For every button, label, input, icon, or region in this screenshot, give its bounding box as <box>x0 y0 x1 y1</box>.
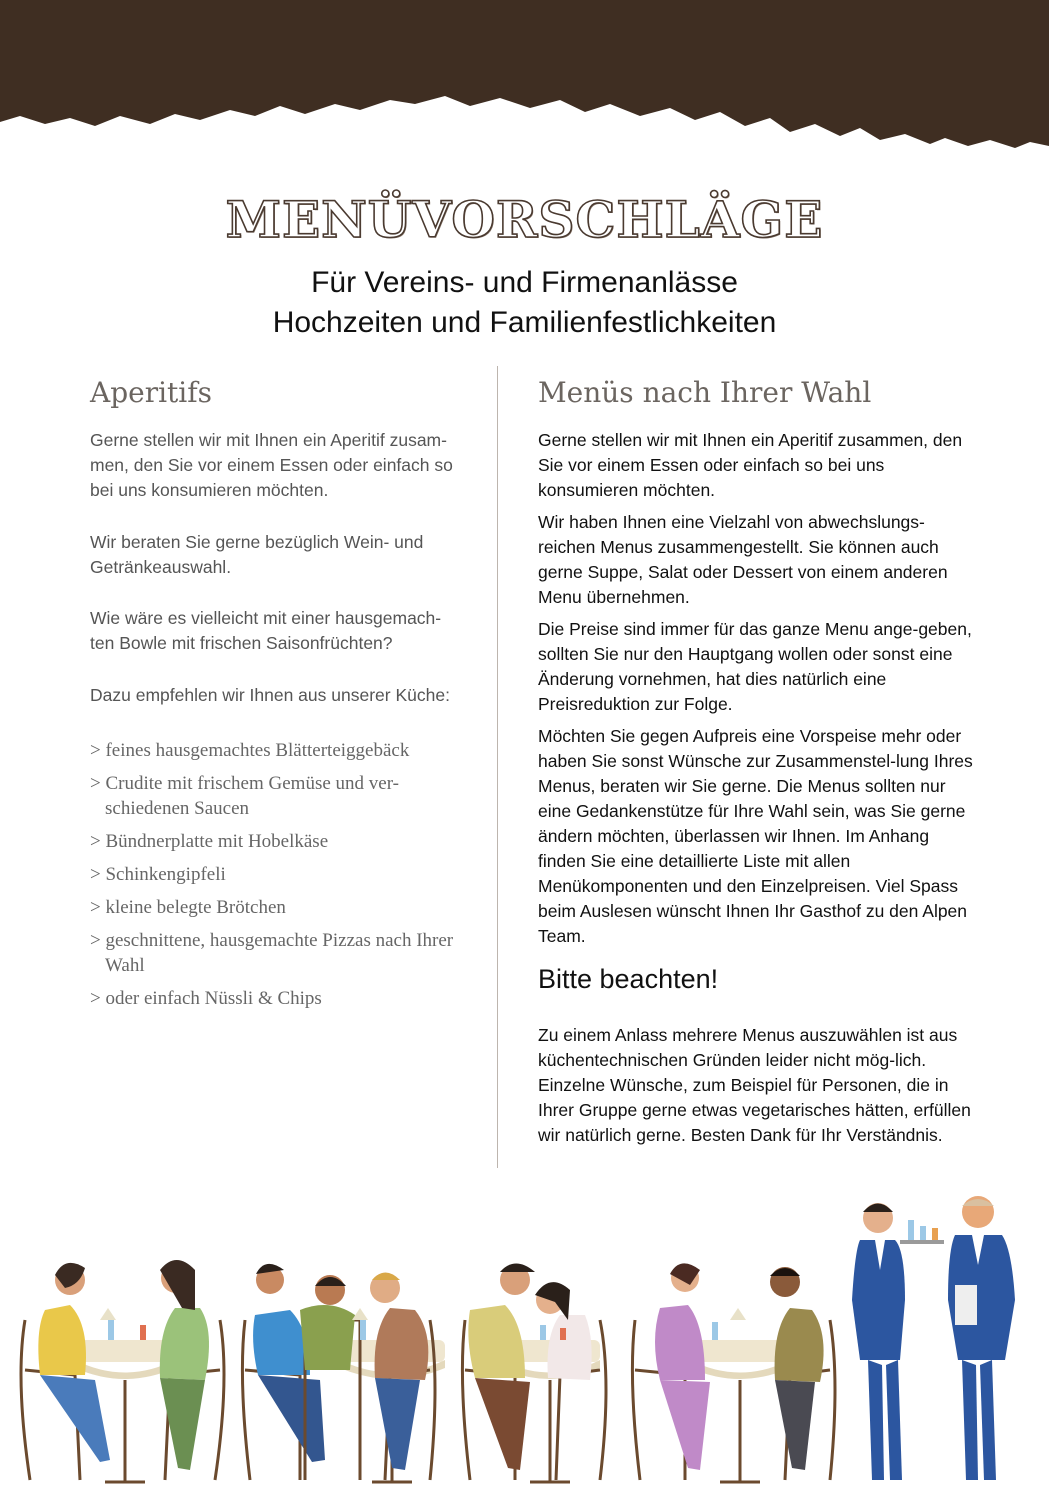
page-title: MENÜVORSCHLÄGE <box>225 190 824 249</box>
subtitle-celebrations: Hochzeiten und Familienfestlichkeiten <box>272 306 777 339</box>
restaurant-scene-illustration <box>0 1190 1049 1488</box>
list-item: > kleine belegte Brötchen <box>90 897 286 918</box>
waiter-standing <box>948 1196 1015 1480</box>
table-group-pair <box>632 1263 835 1482</box>
menus-paragraph: Gerne stellen wir mit Ihnen ein Aperitif zusammen, den Sie vor einem Essen oder einfach so bei uns konsumieren möchten. <box>538 430 963 500</box>
table-group-couple <box>21 1260 224 1482</box>
aperitifs-paragraph: Wir beraten Sie gerne bezüglich Wein- und Getränkeauswahl. <box>90 532 424 577</box>
list-item: > Crudite mit frischem Gemüse und ver-schiedenen Saucen <box>90 773 399 819</box>
list-item: > oder einfach Nüssli & Chips <box>90 988 322 1009</box>
notice-text: Zu einem Anlass mehrere Menus auszuwählen ist aus küchentechnischen Gründen leider nicht mög-lich. Einzelne Wünsche, zum Beispiel für Personen, die in Ihrer Gruppe gerne etwas vegetarisches hätten, erfüllen wir natürlich gerne. Besten Dank für Ihr Verständnis. <box>538 1025 971 1145</box>
aperitifs-paragraph: Wie wäre es vielleicht mit einer hausgemach-ten Bowle mit frischen Saisonfrüchten? <box>90 608 442 653</box>
list-item: > geschnittene, hausgemachte Pizzas nach Ihrer Wahl <box>90 930 454 976</box>
menus-paragraph: Wir haben Ihnen eine Vielzahl von abwechslungs-reichen Menus zusammengestellt. Sie können auch gerne Suppe, Salat oder Dessert von einem anderen Menu übernehmen. <box>538 512 948 607</box>
aperitifs-heading: Aperitifs <box>90 376 212 409</box>
aperitifs-paragraph: Gerne stellen wir mit Ihnen ein Aperitif zusam-men, den Sie vor einem Essen oder einfach so bei uns konsumieren möchten. <box>90 430 453 500</box>
list-item: > feines hausgemachtes Blätterteiggebäck <box>90 740 410 761</box>
notice-heading: Bitte beachten! <box>538 964 719 994</box>
menus-paragraph: Die Preise sind immer für das ganze Menu ange-geben, sollten Sie nur den Hauptgang wollen oder sonst eine Änderung vornehmen, hat dies natürlich eine Preisreduktion zur Folge. <box>538 619 972 714</box>
list-item: > Bündnerplatte mit Hobelkäse <box>90 831 329 852</box>
menus-paragraph: Möchten Sie gegen Aufpreis eine Vorspeise mehr oder haben Sie sonst Wünsche zur Zusammenstel-lung Ihres Menus, beraten wir Sie gerne. Die Menus sollten nur eine Gedankenstütze für Ihre Wahl sein, was Sie gerne ändern möchten, überlassen wir Ihnen. Im Anhang finden Sie eine detaillierte Liste mit allen Menükomponenten und den Einzelpreisen. Viel Spass beim Auslesen wünscht Ihnen Ihr Gasthof zu den Alpen Team. <box>538 726 973 946</box>
aperitifs-paragraph: Dazu empfehlen wir Ihnen aus unserer Küche: <box>90 685 450 705</box>
column-divider <box>497 366 498 1168</box>
table-group-friends <box>242 1264 445 1482</box>
torn-paper-header-band <box>0 0 1049 160</box>
subtitle-occasions: Für Vereins- und Firmenanlässe <box>311 266 738 299</box>
table-group-romantic <box>462 1264 606 1483</box>
list-item: > Schinkengipfeli <box>90 864 226 885</box>
menus-heading: Menüs nach Ihrer Wahl <box>538 376 872 409</box>
snack-list <box>90 738 470 1019</box>
waiter-with-tray <box>852 1203 944 1480</box>
